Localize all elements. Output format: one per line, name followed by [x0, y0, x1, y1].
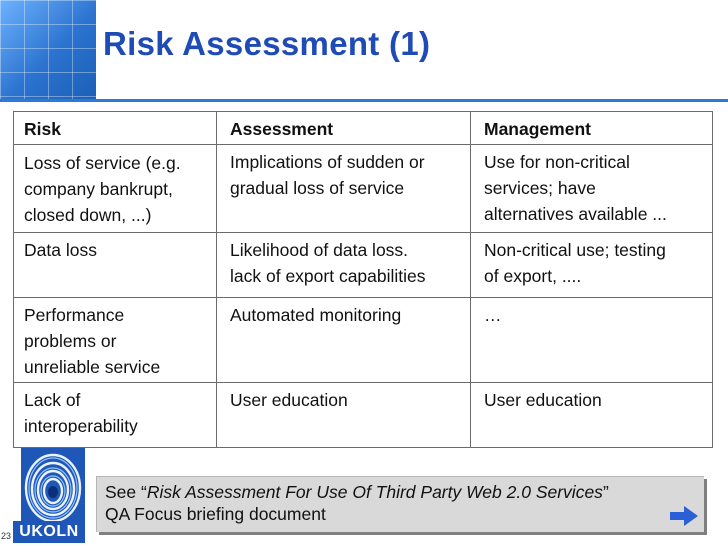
- header-tile-decoration: [0, 0, 96, 100]
- table-row: [14, 233, 713, 298]
- cell-risk: [14, 233, 217, 298]
- cell-line: Data loss: [24, 240, 97, 260]
- title-divider: [0, 99, 728, 102]
- cell-line: Automated monitoring: [230, 305, 402, 325]
- cell-line: Likelihood of data loss.: [230, 240, 409, 260]
- slide-title: Risk Assessment (1): [103, 25, 431, 62]
- table-row: [14, 145, 713, 233]
- table-row: [14, 298, 713, 383]
- cell-risk: [14, 298, 217, 383]
- header-risk: Risk: [14, 112, 217, 145]
- cell-management: [471, 145, 713, 233]
- logo-text: UKOLN: [13, 521, 85, 543]
- cell-line: problems or: [24, 331, 117, 351]
- cell-line: Performance: [24, 305, 125, 325]
- cell-line: services; have: [484, 178, 596, 198]
- reference-document-title[interactable]: Risk Assessment For Use Of Third Party Web 2.0 Services: [146, 482, 603, 502]
- cell-management: [471, 233, 713, 298]
- cell-line: Non-critical use; testing: [484, 240, 666, 260]
- table-header-row: [14, 112, 713, 145]
- risk-table: [13, 111, 713, 448]
- cell-management: [471, 298, 713, 383]
- cell-line: company bankrupt,: [24, 179, 173, 199]
- cell-assessment: [217, 298, 471, 383]
- reference-suffix: ”: [602, 482, 609, 502]
- cell-line: of export, ....: [484, 266, 582, 286]
- ukoln-logo-icon: [21, 448, 85, 528]
- cell-line: lack of export capabilities: [230, 266, 426, 286]
- reference-line-2: QA Focus briefing document: [105, 504, 326, 524]
- cell-line: …: [484, 305, 502, 325]
- cell-line: interoperability: [24, 416, 138, 436]
- right-arrow-icon[interactable]: [669, 505, 699, 527]
- cell-line: User education: [230, 390, 348, 410]
- reference-line-1: [105, 481, 704, 503]
- cell-management: [471, 383, 713, 448]
- cell-line: Use for non-critical: [484, 152, 630, 172]
- logo-swirl-graphic: [21, 448, 85, 528]
- cell-risk: [14, 383, 217, 448]
- slide-number: 23: [1, 531, 12, 541]
- cell-line: gradual loss of service: [230, 178, 405, 198]
- cell-assessment: [217, 145, 471, 233]
- cell-line: Implications of sudden or: [230, 152, 425, 172]
- cell-line: closed down, ...): [24, 205, 152, 225]
- header-assessment: Assessment: [217, 112, 471, 145]
- cell-line: alternatives available ...: [484, 204, 667, 224]
- cell-line: Lack of: [24, 390, 81, 410]
- header-management: Management: [471, 112, 713, 145]
- cell-line: Loss of service (e.g.: [24, 153, 181, 173]
- reference-box: [96, 476, 704, 532]
- cell-assessment: [217, 383, 471, 448]
- cell-line: unreliable service: [24, 357, 161, 377]
- table-row: [14, 383, 713, 448]
- reference-prefix: See “: [105, 482, 147, 502]
- cell-line: User education: [484, 390, 602, 410]
- cell-assessment: [217, 233, 471, 298]
- cell-risk: [14, 145, 217, 233]
